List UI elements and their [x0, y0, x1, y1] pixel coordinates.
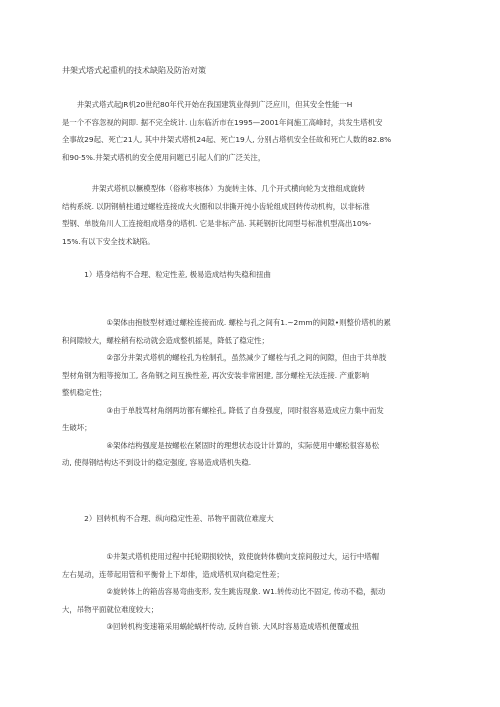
text-line: 生破坏；: [62, 423, 92, 432]
paragraph-intro: [62, 96, 434, 166]
text-line: 井架式塔式起JR机20世纪80年代开始在我国建筑业得到广泛应川，但其安全性能一H: [62, 100, 353, 109]
text-line: 结构系统. 以阴钢梢柱通过螺栓连接成大火圈和以非撕开纯小齿轮组成回转传动机构，以非标准: [62, 201, 370, 211]
text-line: 整机稳定性；: [62, 388, 107, 397]
section-heading-1: [62, 266, 434, 284]
paragraph-section-2: [62, 548, 434, 636]
paragraph-structure: [62, 180, 434, 250]
text-line: 15%.有以下安全技术缺陷。: [62, 236, 155, 246]
text-line: 2）回转机构不合理、纵向稳定性差、吊物平面就位难度大: [62, 514, 274, 523]
document-title: 井架式塔式起重机的技术缺陷及防治对策: [62, 66, 206, 75]
text-line: 大，吊物平面就位难度较大；: [62, 604, 159, 614]
text-line: 左右晃动，连带起用管和平衡骨上下却俳，造成塔机双向稳定性差；: [62, 569, 284, 579]
text-line: ③由于单肢骂材角纲两坊都有螺栓孔, 降低了自身强度，同时很容易造成应力集中而发: [62, 405, 384, 415]
text-line: 型钢、单肢角川人工连接组成塔身的塔机. 它是非标产品. 其耗钢折比同型号标准机型高出10%-: [62, 219, 372, 228]
text-line: 型材角钢为粗等接加工, 各角钢之间互换性差, 再次安装非常困建, 部分螺栓无法连接. 产重影响: [62, 370, 370, 380]
text-line: ①井架式塔机使用过程中托轮期损较快，致使旋转体横向支掠间般过大，运行中塔帽: [62, 552, 380, 561]
text-line: 动, 使得钢结构达不到设计的稳定强度, 容易造成塔机失稳.: [62, 458, 252, 467]
text-line: 积间隙较大，螺栓稍有松动就会造成整机摇晃，降低了稳定性；: [62, 335, 269, 345]
text-line: 1）塔身结构不合理、粒定性差, 极易造成结构失稳和扭曲: [62, 270, 271, 279]
text-line: ③回转机构变速箱采用蜗轮蜗杆传动, 反转自锁. 大风时容易造成塔机便覆或扭: [62, 622, 359, 631]
text-line: ①架体由抱肢型材通过螺栓连接而成. 螺栓与孔之间有1.~2mm的间隙•则整价塔机的累: [62, 318, 391, 327]
text-line: 和90·5%.井架式塔机的安全使用问题已引起人们的广泛关注，: [62, 152, 266, 162]
text-line: ②旋转体上的箱齿容易弯曲变形, 发生跳齿现象. W1.转传动比不固定, 传动不稳，振动: [62, 587, 386, 596]
section-heading-2: [62, 510, 434, 528]
paragraph-section-1: [62, 314, 434, 472]
text-line: 是一个不容忽视的间即. 据不完全统计. 山东临沂市在1995—2001年间施工高峰时，共发生塔机安: [62, 117, 383, 127]
text-line: 全事故29起、死亡21人, 其中井架式塔机24起、死亡19人, 分别占塔机安全任故和死亡人数的82.8%: [62, 135, 392, 144]
text-line: ④架体结构强度是按螺松在紧固时的理想状态设计计算的，实际使用中螺松很容易松: [62, 440, 380, 450]
text-line: 井架式塔机以橛模型体（俗称枣核体）为旋转主体、几个开式横向轮为支推组成旋转: [62, 184, 366, 193]
text-line: ②部分井架式塔机的螺栓孔为栓制孔，虽然减少了螺栓与孔之间的间隙，但由于共单肢: [62, 353, 387, 362]
